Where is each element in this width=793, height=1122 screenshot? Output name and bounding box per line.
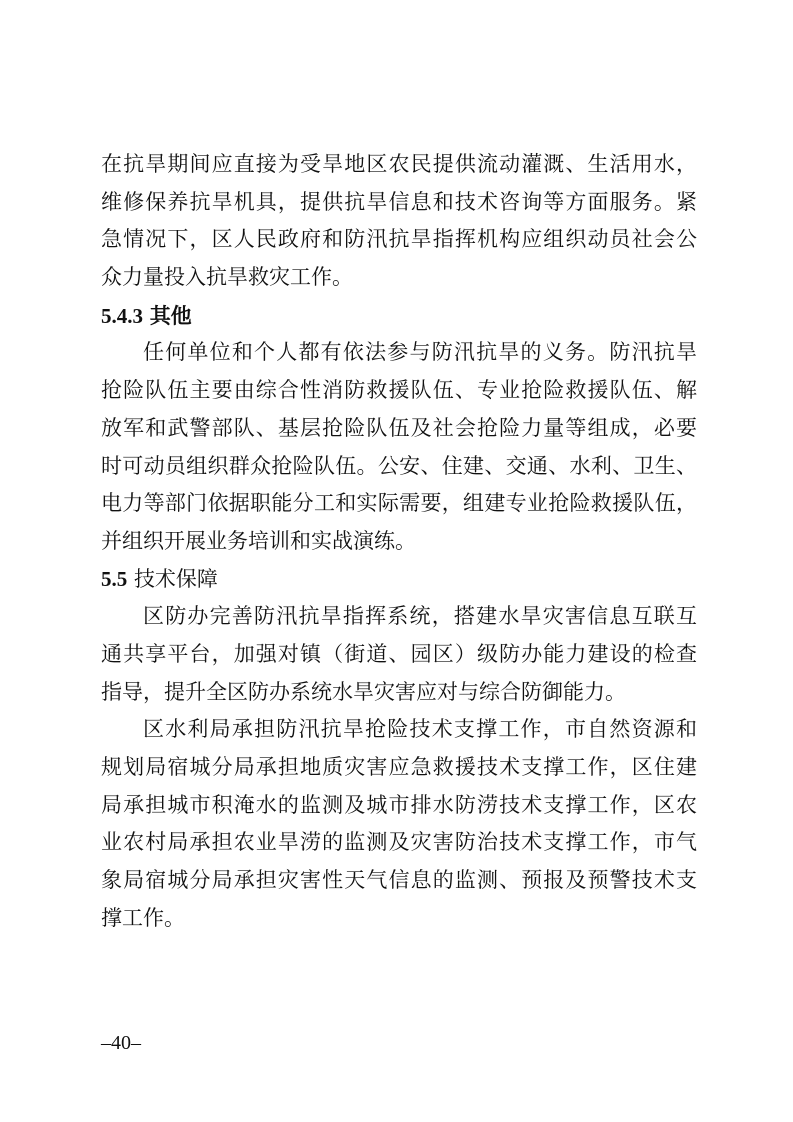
text-line: 时可动员组织群众抢险队伍。公安、住建、交通、水利、卫生、 (101, 453, 697, 478)
text-line: 规划局宿城分局承担地质灾害应急救援技术支撑工作，区住建 (101, 755, 697, 779)
paragraph-technical-support (101, 598, 697, 711)
text-line: 象局宿城分局承担灾害性天气信息的监测、预报及预警技术支 (101, 868, 697, 893)
section-title: 其他 (149, 302, 192, 328)
section-title: 技术保障 (133, 566, 218, 591)
paragraph-drought-relief (101, 146, 697, 297)
text-line: 急情况下，区人民政府和防汛抗旱指挥机构应组织动员社会公 (101, 227, 697, 252)
text-line: 指导，提升全区防办系统水旱灾害应对与综合防御能力。 (101, 679, 626, 704)
text-line: 众力量投入抗旱救灾工作。 (101, 265, 353, 290)
text-line: 局承担城市积淹水的监测及城市排水防涝技术支撑工作，区农 (101, 792, 697, 817)
text-line: 撑工作。 (101, 905, 185, 930)
text-line: 区防办完善防汛抗旱指挥系统，搭建水旱灾害信息互联互 (143, 604, 697, 629)
text-line: 任何单位和个人都有依法参与防汛抗旱的义务。防汛抗旱 (143, 340, 697, 365)
section-number: 5.4.3 (101, 303, 143, 328)
text-line: 在抗旱期间应直接为受旱地区农民提供流动灌溉、生活用水， (101, 152, 697, 176)
text-line: 维修保养抗旱机具，提供抗旱信息和技术咨询等方面服务。紧 (101, 189, 697, 214)
paragraph-other (101, 334, 697, 560)
page-number: –40– (101, 1032, 141, 1054)
text-line: 电力等部门依据职能分工和实际需要，组建专业抢险救援队伍， (101, 491, 697, 516)
text-line: 业农村局承担农业旱涝的监测及灾害防治技术支撑工作，市气 (101, 830, 697, 855)
text-line: 区水利局承担防汛抗旱抢险技术支撑工作，市自然资源和 (143, 717, 697, 742)
section-number: 5.5 (101, 566, 128, 591)
section-heading-5-4-3 (101, 297, 697, 335)
text-line: 放军和武警部队、基层抢险队伍及社会抢险力量等组成，必要 (101, 415, 697, 440)
text-line: 抢险队伍主要由综合性消防救援队伍、专业抢险救援队伍、解 (101, 378, 697, 403)
text-line: 并组织开展业务培训和实战演练。 (101, 528, 416, 553)
paragraph-support-duties (101, 711, 697, 937)
text-line: 通共享平台，加强对镇（街道、园区）级防办能力建设的检查 (101, 641, 697, 666)
section-heading-5-5 (101, 561, 697, 599)
document-body (101, 146, 697, 937)
